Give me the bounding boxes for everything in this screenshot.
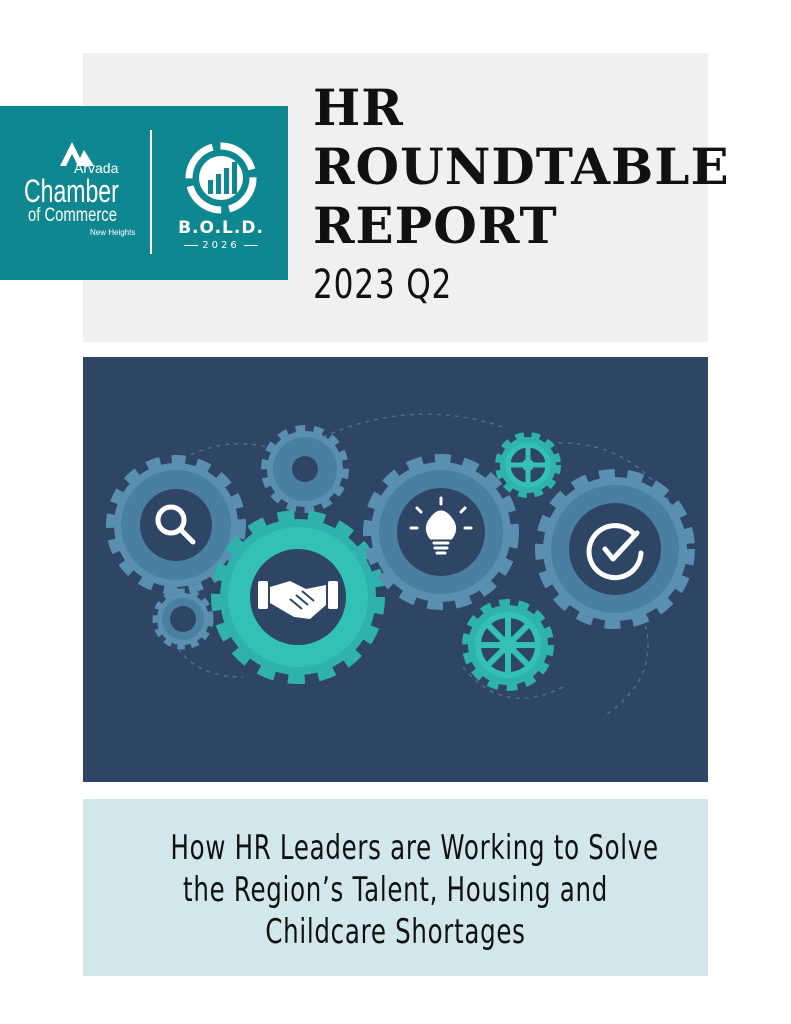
spoked-bottom-gear (468, 605, 548, 685)
logo-divider (150, 130, 152, 254)
spoked-top-gear (500, 437, 556, 493)
small-top-gear (267, 431, 343, 507)
org-name-line-2: Chamber (24, 173, 119, 209)
hero-gears-illustration (83, 357, 708, 782)
tagline-line-3: Childcare Shortages (265, 912, 526, 952)
chamber-logo (14, 140, 144, 250)
gears-illustration (83, 357, 708, 782)
tagline-panel (83, 799, 708, 976)
tagline-line-1: How HR Leaders are Working to Solve (170, 828, 659, 868)
bold-chart-logo-icon (178, 140, 264, 216)
small-bottom-gear (157, 593, 209, 645)
org-name-line-3: of Commerce (28, 205, 117, 226)
chamber-logo-box (0, 106, 288, 280)
report-tagline (83, 827, 708, 953)
title-line-3: REPORT (313, 196, 558, 255)
report-period: 2023 Q2 (313, 262, 453, 308)
report-title (313, 78, 730, 313)
org-name-line-1: Arvada (74, 160, 119, 176)
title-line-1: HR (313, 78, 404, 137)
tagline-line-2: the Region’s Talent, Housing and (183, 870, 608, 910)
initiative-year: 2026 (178, 240, 264, 251)
title-line-2: ROUNDTABLE (313, 137, 730, 196)
org-tagline: New Heights (90, 228, 136, 237)
initiative-name: B.O.L.D. (178, 218, 264, 238)
check-gear (543, 477, 687, 621)
